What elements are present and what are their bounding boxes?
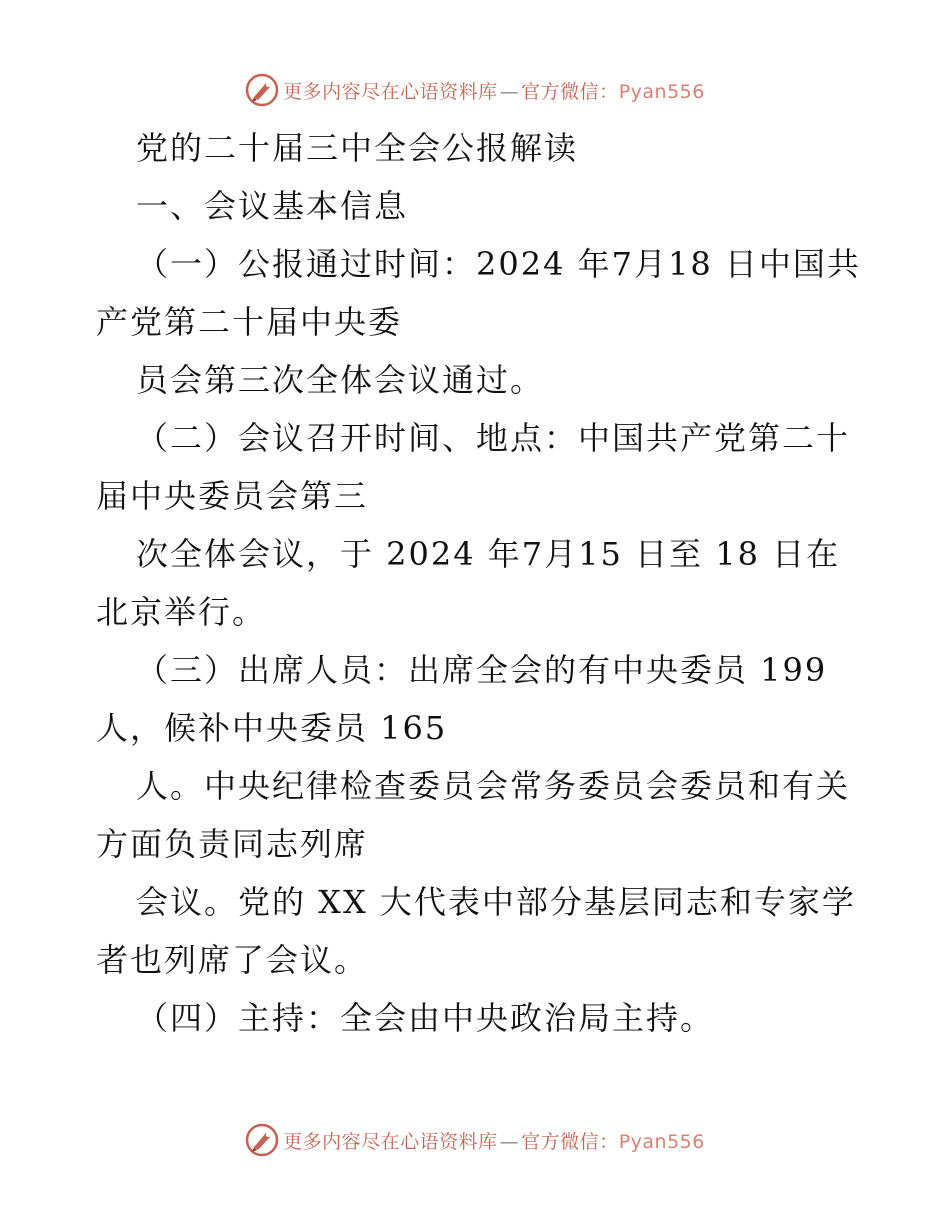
paragraph-line: 方面负责同志列席 <box>96 825 369 863</box>
paragraph-line: 届中央委员会第三 <box>96 477 369 515</box>
header-banner <box>0 68 950 112</box>
paragraph-line: （二）会议召开时间、地点：中国共产党第二十 <box>136 419 851 457</box>
footer-text <box>283 1127 705 1154</box>
document-title: 党的二十届三中全会公报解读 <box>136 129 579 167</box>
footer-separator: — <box>499 1130 520 1153</box>
section-heading: 一、会议基本信息 <box>136 187 409 225</box>
paragraph-line: 次全体会议，于 2024 年7月15 日至 18 日在 <box>136 535 841 573</box>
paragraph-line: （一）公报通过时间：2024 年7月18 日中国共 <box>136 245 861 283</box>
pen-logo-icon <box>245 1123 279 1157</box>
header-separator: — <box>499 80 520 103</box>
paragraph-line: 员会第三次全体会议通过。 <box>136 361 545 399</box>
footer-wechat-id: Pyan556 <box>618 1130 705 1153</box>
header-text <box>283 77 705 104</box>
paragraph-line: 北京举行。 <box>96 593 267 631</box>
footer-wechat-label: 官方微信： <box>521 1130 619 1153</box>
paragraph-line: （三）出席人员：出席全会的有中央委员 199 <box>136 651 828 689</box>
header-wechat-label: 官方微信： <box>521 80 619 103</box>
header-site-text: 更多内容尽在心语资料库 <box>283 80 498 103</box>
footer-banner <box>0 1118 950 1162</box>
pen-logo-icon <box>245 73 279 107</box>
paragraph-line: 会议。党的 XX 大代表中部分基层同志和专家学 <box>136 883 856 921</box>
paragraph-line: （四）主持：全会由中央政治局主持。 <box>136 999 715 1037</box>
paragraph-line: 人，候补中央委员 165 <box>96 709 448 747</box>
paragraph-line: 人。中央纪律检查委员会常务委员会委员和有关 <box>136 767 851 805</box>
header-wechat-id: Pyan556 <box>618 80 705 103</box>
paragraph-line: 产党第二十届中央委 <box>96 303 403 341</box>
footer-site-text: 更多内容尽在心语资料库 <box>283 1130 498 1153</box>
paragraph-line: 者也列席了会议。 <box>96 941 369 979</box>
